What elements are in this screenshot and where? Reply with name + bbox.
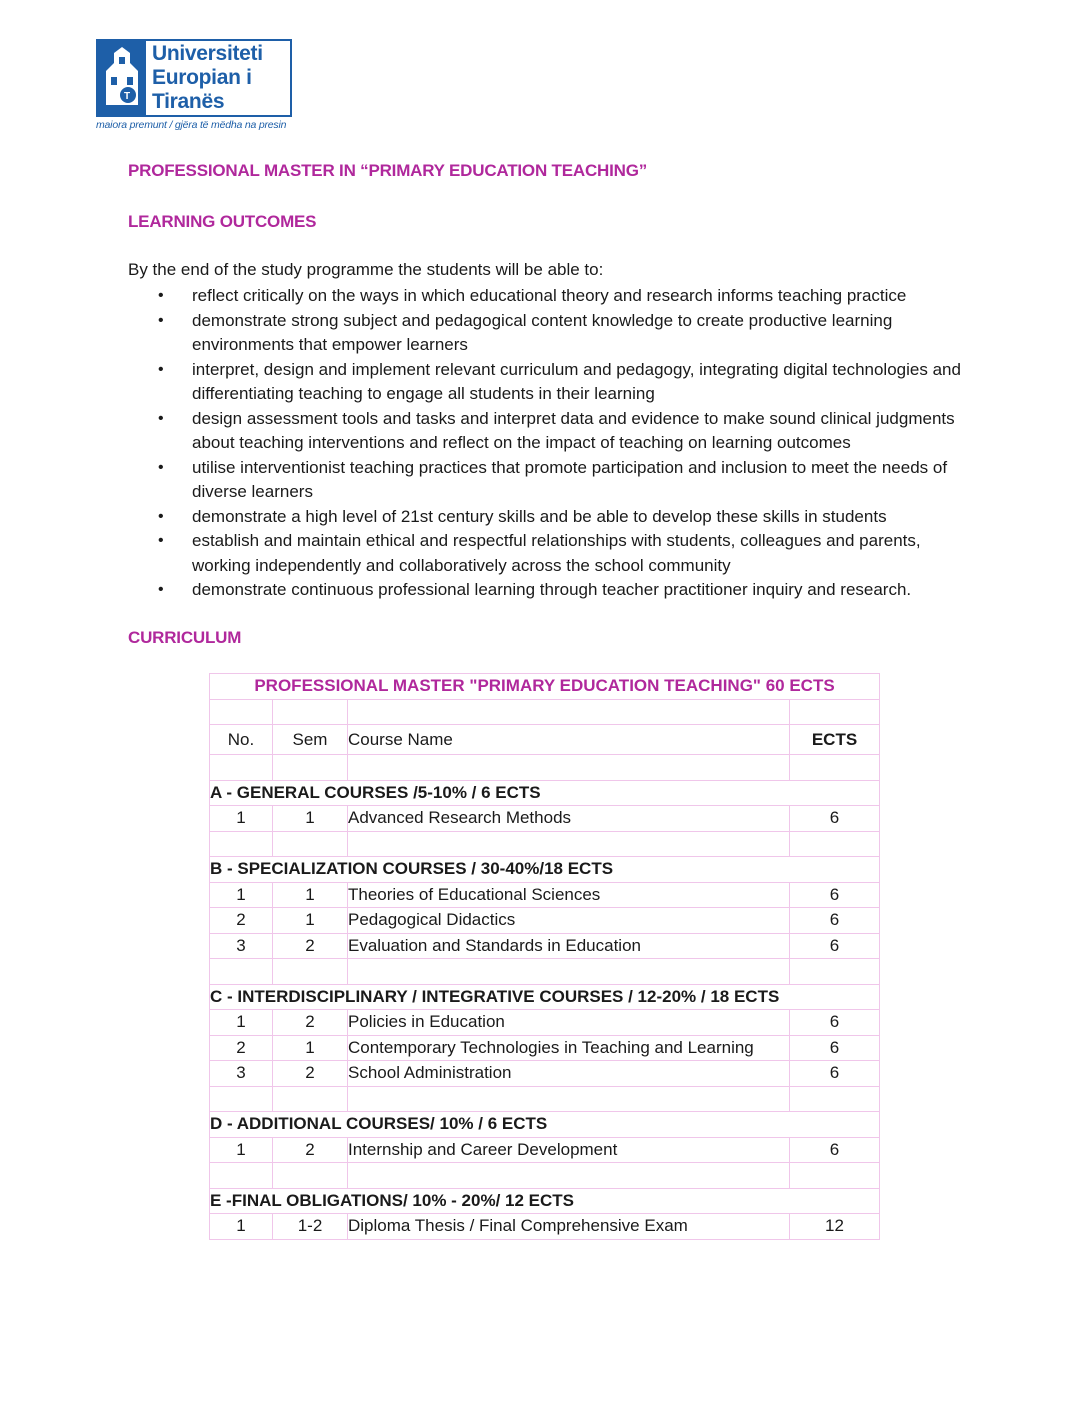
table-row — [210, 1214, 880, 1240]
course-sem: 1 — [273, 882, 348, 908]
course-no: 3 — [210, 933, 273, 959]
course-ects: 6 — [790, 806, 880, 832]
course-ects: 6 — [790, 908, 880, 934]
table-row — [210, 933, 880, 959]
course-name: Policies in Education — [348, 1010, 790, 1036]
course-ects: 6 — [790, 1035, 880, 1061]
course-sem: 2 — [273, 933, 348, 959]
course-no: 1 — [210, 1010, 273, 1036]
header-no: No. — [210, 725, 273, 755]
header-course-name: Course Name — [348, 725, 790, 755]
building-emblem-icon — [98, 41, 146, 115]
section-title: E -FINAL OBLIGATIONS/ 10% - 20%/ 12 ECTS — [210, 1188, 880, 1214]
spacer-row — [210, 959, 880, 985]
outcome-item: • interpret, design and implement relevant curriculum and pedagogy, integrating digital technologies and differentiating teaching to engage all students in their learning — [128, 358, 968, 407]
header-sem: Sem — [273, 725, 348, 755]
course-sem: 2 — [273, 1010, 348, 1036]
course-sem: 2 — [273, 1137, 348, 1163]
university-logo — [96, 39, 296, 131]
section-row — [210, 780, 880, 806]
outcomes-intro: By the end of the study programme the students will be able to: — [128, 260, 604, 279]
logo-wordmark — [146, 41, 290, 115]
outcome-item: • design assessment tools and tasks and interpret data and evidence to make sound clinical judgments about teaching interventions and reflect on the impact of teaching on learning outcomes — [128, 407, 968, 456]
course-no: 2 — [210, 1035, 273, 1061]
table-row — [210, 1137, 880, 1163]
table-title: PROFESSIONAL MASTER "PRIMARY EDUCATION TEACHING" 60 ECTS — [210, 674, 880, 700]
outcome-item: • demonstrate continuous professional learning through teacher practitioner inquiry and research. — [128, 578, 968, 603]
course-sem: 1 — [273, 908, 348, 934]
spacer-row — [210, 699, 880, 725]
table-row — [210, 806, 880, 832]
outcome-item: • utilise interventionist teaching practices that promote participation and inclusion to meet the needs of diverse learners — [128, 456, 968, 505]
header-ects: ECTS — [790, 725, 880, 755]
table-row — [210, 882, 880, 908]
course-no: 1 — [210, 1137, 273, 1163]
course-name: Evaluation and Standards in Education — [348, 933, 790, 959]
table-row — [210, 1035, 880, 1061]
table-header-row — [210, 725, 880, 755]
outcome-item: • reflect critically on the ways in which educational theory and research informs teaching practice — [128, 284, 968, 309]
logo-line2: Europian i — [152, 66, 252, 89]
course-name: Theories of Educational Sciences — [348, 882, 790, 908]
course-no: 1 — [210, 1214, 273, 1240]
section-row — [210, 984, 880, 1010]
curriculum-heading: CURRICULUM — [128, 628, 242, 647]
section-title: B - SPECIALIZATION COURSES / 30-40%/18 ECTS — [210, 857, 880, 883]
logo-line3: Tiranës — [152, 90, 225, 113]
spacer-row — [210, 1163, 880, 1189]
table-row — [210, 1010, 880, 1036]
spacer-row — [210, 1086, 880, 1112]
outcome-item: • establish and maintain ethical and respectful relationships with students, colleagues and parents, working independently and collaboratively across the school community — [128, 529, 968, 578]
table-row — [210, 908, 880, 934]
course-name: Pedagogical Didactics — [348, 908, 790, 934]
course-name: Diploma Thesis / Final Comprehensive Exam — [348, 1214, 790, 1240]
section-row — [210, 1112, 880, 1138]
course-no: 1 — [210, 882, 273, 908]
spacer-row — [210, 831, 880, 857]
course-name: Contemporary Technologies in Teaching and Learning — [348, 1035, 790, 1061]
course-name: Internship and Career Development — [348, 1137, 790, 1163]
course-ects: 6 — [790, 1137, 880, 1163]
outcome-item: • demonstrate strong subject and pedagogical content knowledge to create productive learning environments that empower learners — [128, 309, 968, 358]
section-title: A - GENERAL COURSES /5-10% / 6 ECTS — [210, 780, 880, 806]
course-sem: 1-2 — [273, 1214, 348, 1240]
spacer-row — [210, 755, 880, 781]
course-name: School Administration — [348, 1061, 790, 1087]
logo-box — [96, 39, 292, 117]
course-sem: 1 — [273, 806, 348, 832]
course-name: Advanced Research Methods — [348, 806, 790, 832]
curriculum-table — [209, 673, 880, 1240]
logo-tagline: maiora premunt / gjëra të mëdha na presin — [96, 119, 287, 131]
page-title: PROFESSIONAL MASTER IN “PRIMARY EDUCATION TEACHING” — [128, 161, 648, 180]
svg-text:T: T — [124, 91, 131, 102]
logo-line1: Universiteti — [152, 42, 263, 65]
course-ects: 6 — [790, 933, 880, 959]
section-row — [210, 857, 880, 883]
course-no: 2 — [210, 908, 273, 934]
section-title: C - INTERDISCIPLINARY / INTEGRATIVE COURSES / 12-20% / 18 ECTS — [210, 984, 880, 1010]
course-ects: 6 — [790, 1061, 880, 1087]
course-no: 3 — [210, 1061, 273, 1087]
course-sem: 1 — [273, 1035, 348, 1061]
course-ects: 6 — [790, 1010, 880, 1036]
course-no: 1 — [210, 806, 273, 832]
course-sem: 2 — [273, 1061, 348, 1087]
course-ects: 6 — [790, 882, 880, 908]
course-ects: 12 — [790, 1214, 880, 1240]
section-row — [210, 1188, 880, 1214]
table-title-row — [210, 674, 880, 700]
section-title: D - ADDITIONAL COURSES/ 10% / 6 ECTS — [210, 1112, 880, 1138]
table-row — [210, 1061, 880, 1087]
learning-outcomes-heading: LEARNING OUTCOMES — [128, 212, 317, 231]
outcomes-list — [128, 284, 968, 603]
outcome-item: • demonstrate a high level of 21st century skills and be able to develop these skills in students — [128, 505, 968, 530]
